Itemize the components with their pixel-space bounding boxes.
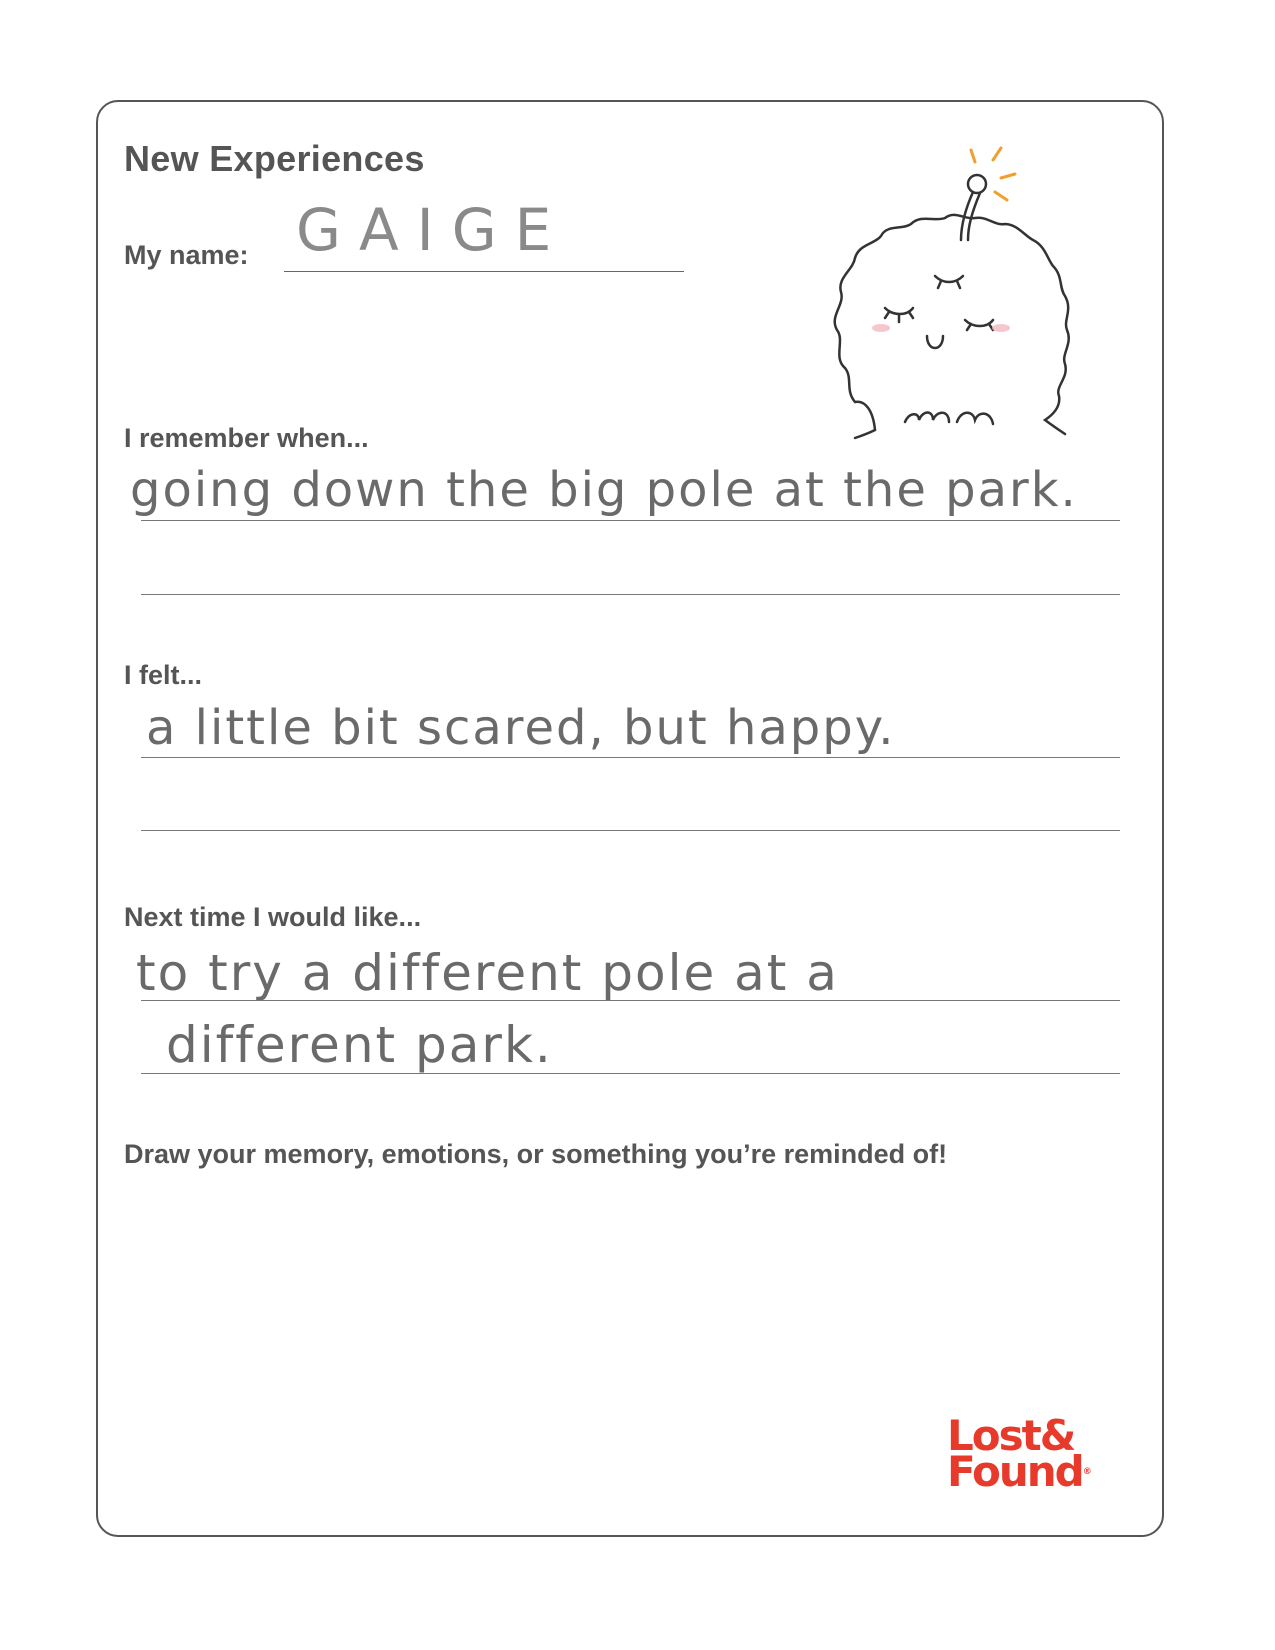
section-label-remember: I remember when... [124, 423, 369, 453]
name-line [284, 271, 684, 272]
name-label: My name: [124, 240, 249, 270]
answer-rule [141, 520, 1120, 521]
answer-rule [141, 757, 1120, 758]
section-label-next-time: Next time I would like... [124, 902, 422, 932]
fuzzy-monster-illustration [815, 140, 1075, 440]
answer-remember-line-1[interactable]: going down the big pole at the park. [130, 462, 1078, 518]
section-label-felt: I felt... [124, 660, 203, 690]
draw-prompt: Draw your memory, emotions, or something you’re reminded of! [124, 1139, 948, 1169]
drawing-area[interactable] [124, 1190, 1134, 1410]
worksheet-title: New Experiences [124, 138, 425, 179]
logo-line-1: Lost& [947, 1411, 1075, 1460]
answer-next-time-line-1[interactable]: to try a different pole at a [136, 944, 839, 1002]
lost-and-found-logo [947, 1411, 1092, 1496]
answer-rule [141, 594, 1120, 595]
answer-next-time-line-2[interactable]: different park. [166, 1016, 553, 1074]
name-handwritten[interactable]: GAIGE [296, 196, 570, 264]
logo-registered-mark: ® [1082, 1467, 1092, 1477]
answer-rule [141, 1073, 1120, 1074]
answer-rule [141, 830, 1120, 831]
answer-felt-line-1[interactable]: a little bit scared, but happy. [146, 700, 896, 756]
logo-line-2: Found [947, 1447, 1083, 1496]
answer-rule [141, 1000, 1120, 1001]
